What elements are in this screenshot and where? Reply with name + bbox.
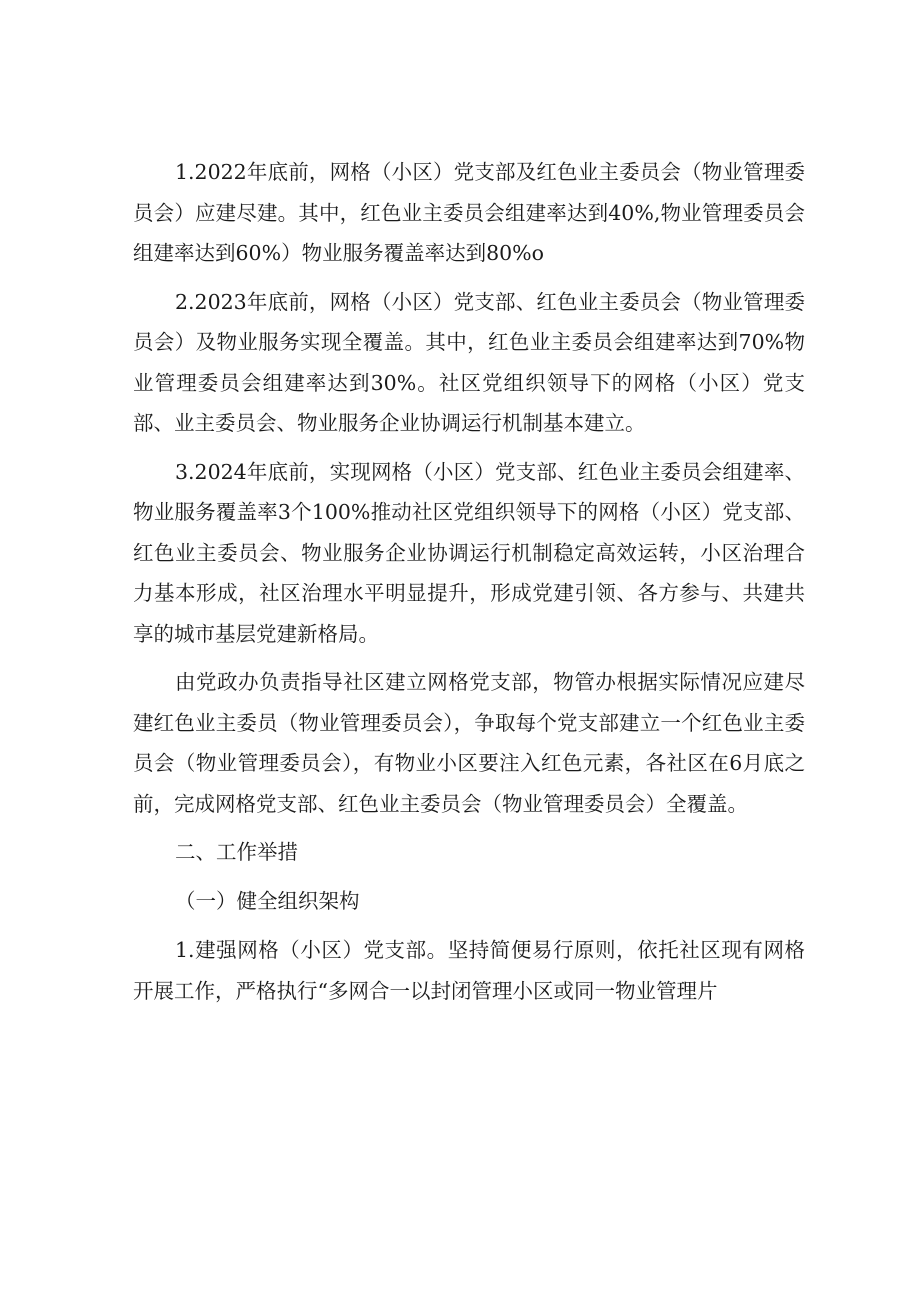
subsection-heading: （一）健全组织架构 [175,889,360,913]
section-heading: 二、工作举措 [175,840,298,864]
responsibility-paragraph: 由党政办负责指导社区建立网格党支部，物管办根据实际情况应建尽建红色业主委员（物业管理委员会），争取每个党支部建立一个红色业主委员会（物业管理委员会），有物业小区要注入红色元素，各社区在6月底之前，完成网格党支部、红色业主委员会（物业管理委员会）全覆盖。 [133,670,805,816]
goal-2022-paragraph: 1.2022年底前，网格（小区）党支部及红色业主委员会（物业管理委员会）应建尽建。其中，红色业主委员会组建率达到40%,物业管理委员会组建率达到60%）物业服务覆盖率达到80%o [133,160,805,265]
document-body [133,152,805,1011]
measure-1-paragraph: 1.建强网格（小区）党支部。坚持简便易行原则，依托社区现有网格开展工作，严格执行“多网合一以封闭管理小区或同一物业管理片 [133,938,805,1003]
goal-2024-paragraph: 3.2024年底前，实现网格（小区）党支部、红色业主委员会组建率、物业服务覆盖率3个100%推动社区党组织领导下的网格（小区）党支部、红色业主委员会、物业服务企业协调运行机制稳定高效运转，小区治理合力基本形成，社区治理水平明显提升，形成党建引领、各方参与、共建共享的城市基层党建新格局。 [133,459,805,646]
goal-2023-paragraph: 2.2023年底前，网格（小区）党支部、红色业主委员会（物业管理委员会）及物业服务实现全覆盖。其中，红色业主委员会组建率达到70%物业管理委员会组建率达到30%。社区党组织领导下的网格（小区）党支部、业主委员会、物业服务企业协调运行机制基本建立。 [133,289,805,435]
